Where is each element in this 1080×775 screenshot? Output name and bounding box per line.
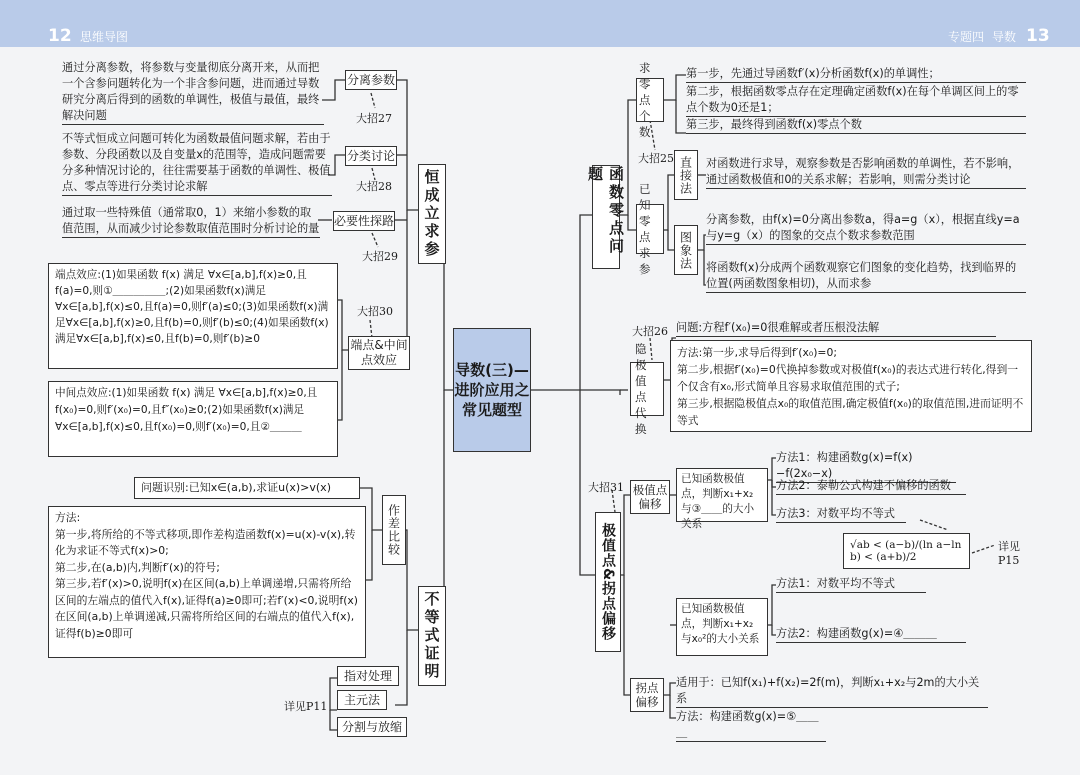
node-zhijiefa-label: 直接法 [678,155,693,195]
step-qiu-3: 第三步，最终得到函数f(x)零点个数 [686,117,1026,134]
branch-hengcheng[interactable] [418,164,446,264]
tag-dazhao30: 大招30 [357,305,393,318]
node-zuocha-bijiao[interactable] [382,495,406,565]
see-p15[interactable]: 详见P15 [998,540,1020,567]
method-1-1: 方法1：构建函数g(x)=f(x)−f(2x₀−x) [776,450,956,483]
branch-lingdian[interactable] [586,165,625,269]
text-guaidian-apply: 适用于：已知f(x₁)+f(x₂)=2f(m)，判断x₁+x₂与2m的大小关系 [676,675,988,708]
node-fenli-canshu[interactable] [345,70,397,90]
tag-dazhao29: 大招29 [362,250,398,263]
text-yinji-problem: 问题:方程f′(x₀)=0很难解或者压根没法解 [676,320,996,337]
text-guaidian-method: 方法：构建函数g(x)=⑤＿＿＿ [676,709,826,742]
node-jizhidian-pianyi[interactable] [630,480,670,514]
node-biyaoxing-label: 必要性探路 [334,213,395,228]
node-zhidui-label: 指对处理 [343,668,392,683]
method-2-1: 方法1：对数平均不等式 [776,576,926,593]
text-fenli-canshu: 通过分离参数，将参数与变量彻底分离开来，从而把一个含参问题转化为一个非含参问题，进而通过导数研究分离后得到的函数的单调性，极值与最值，最终解决问题 [62,60,324,125]
node-guaidian-label: 拐点偏移 [635,680,659,709]
tag-dazhao25: 大招25 [638,152,674,165]
left-page-number: 12 [48,26,72,46]
method-1-3: 方法3：对数平均不等式 [776,506,906,523]
method-1-2: 方法2：泰勒公式构建不偏移的函数 [776,478,966,495]
node-yinjizhi[interactable] [630,342,664,436]
text-tuxiang-2: 将函数f(x)分成两个函数观察它们图象的变化趋势，找到临界的位置(两函数图象相切)，从而求参 [706,260,1026,293]
node-yizhi-label: 已知零点求参 [639,182,652,276]
node-biyaoxing[interactable] [333,211,395,231]
step-qiu-1: 第一步，先通过导函数f′(x)分析函数f(x)的单调性； [686,66,1026,83]
node-duandian[interactable] [348,336,410,370]
node-fenlei-taolun-label: 分类讨论 [346,148,395,163]
formula-log-mean: √ab < (a−b)/(ln a−ln b) < (a+b)/2 [843,533,970,569]
node-guaidian-pianyi[interactable] [630,678,664,712]
node-yizhi-lingdian[interactable] [636,182,664,276]
node-qiu-label: 求零点个数 [639,61,652,139]
tag-dazhao31: 大招31 [588,481,624,494]
node-fenlei-taolun[interactable] [345,146,397,166]
node-duandian-label: 端点&中间点效应 [350,338,408,367]
box-zhongjiandian-xiaoying: 中间点效应:(1)如果函数 f(x) 满足 ∀x∈[a,b],f(x)≥0,且f(x₀)=0,则f′(x₀)=0,且f″(x₀)≥0;(2)如果函数f(x)满足∀x∈[a,b],f(x)≤0,且f(x₀)=0,则f′(x₀)=0,且②＿＿＿ [48,381,338,457]
tag-dazhao27: 大招27 [356,112,392,125]
node-zhijiefa[interactable] [674,150,698,200]
node-qiu-lingdian[interactable] [636,61,664,139]
box-yinji-method: 方法:第一步,求导后得到f′(x₀)=0; 第二步,根据f′(x₀)=0代换掉参数或对极值f(x₀)的表达式进行转化,得到一个仅含有x₀,形式简单且容易求取值范围的式子; 第三步,根据隐极值点x₀的取值范围,确定极值f(x₀)的取值范围,进而证明不等式 [670,340,1032,432]
center-topic-text: 导数(三)—进阶应用之常见题型 [454,361,530,419]
tag-dazhao26: 大招26 [632,325,668,338]
right-header-title: 导数 [992,30,1017,44]
text-zhijiefa: 对函数进行求导，观察参数是否影响函数的单调性，若不影响，通过函数极值和0的关系求解；若影响，则需分类讨论 [706,156,1026,189]
branch-budengshi-label: 不等式证明 [422,591,441,681]
node-zhidui-chuli[interactable] [337,666,399,686]
text-biyaoxing: 通过取一些特殊值（通常取0，1）来缩小参数的取值范围，从而减少讨论参数取值范围时分析讨论的量 [62,205,320,238]
tag-dazhao28: 大招28 [356,180,392,193]
branch-pianyi-label: 极值点&拐点偏移 [600,522,616,642]
box-zuocha-method: 方法: 第一步,将所给的不等式移项,即作差构造函数f(x)=u(x)-v(x),转化为求证不等式f(x)>0; 第二步,在(a,b)内,判断f′(x)的符号; 第三步,若f′(x)>0,说明f(x)在区间(a,b)上单调递增,只需将所给区间的左端点的值代入f(x),证得f(a)≥0即可;若f′(x)<0,说明f(x)在区间(a,b)上单调递减,只需将所给区间的右端点的值代入f(x),证得f(b)≥0即可 [48,506,366,658]
node-zuocha-label: 作差比较 [386,504,401,556]
node-zhuyuanfa[interactable] [337,690,387,710]
branch-lingdian-label: 函数零点问题 [586,166,625,256]
center-topic[interactable] [453,328,531,452]
right-section-label: 专题四 [948,30,985,44]
box-known-1: 已知函数极值点，判断x₁+x₂与③＿＿的大小关系 [676,468,768,522]
box-wenti-shibie: 问题识别:已知x∈(a,b),求证u(x)>v(x) [134,477,360,499]
box-duandian-xiaoying: 端点效应:(1)如果函数 f(x) 满足 ∀x∈[a,b],f(x)≥0,且f(a)=0,则①＿＿＿＿＿;(2)如果函数f(x)满足∀x∈[a,b],f(x)≤0,且f(a)=0,则f′(a)≤0;(3)如果函数f(x)满足∀x∈[a,b],f(x)≥0,且f(b)=0,则f′(b)≤0;(4)如果函数f(x)满足∀x∈[a,b],f(x)≤0,且f(b)=0,则f′(b)≥0 [48,263,338,369]
node-yinjizhi-label: 隐极值点代换 [635,342,648,436]
step-qiu-2: 第二步，根据函数零点存在定理确定函数f(x)在每个单调区间上的零点个数为0还是1； [686,84,1026,117]
text-fenlei-taolun: 不等式恒成立问题可转化为函数最值问题求解，若由于参数、分段函数以及自变量x的范围等，造成问题需要分多种情况讨论的，往往需要基于函数的单调性、极值点、零点等进行分类讨论求解 [62,131,332,196]
node-tuxiangfa-label: 图象法 [678,230,693,270]
see-p11[interactable]: 详见P11 [284,700,328,713]
right-page-number: 13 [1026,26,1050,46]
branch-hengcheng-label: 恒成立求参 [422,169,441,259]
text-tuxiang-1: 分离参数，由f(x)=0分离出参数a，得a=g（x），根据直线y=a与y=g（x）的图象的交点个数求参数范围 [706,212,1026,245]
branch-budengshi[interactable] [418,586,446,686]
node-jizhi-label: 极值点偏移 [632,482,668,511]
method-2-2: 方法2：构建函数g(x)=④＿＿＿ [776,626,966,643]
node-zhuyuan-label: 主元法 [343,692,380,707]
node-tuxiangfa[interactable] [674,225,698,275]
node-fenge-label: 分割与放缩 [341,719,402,734]
node-fenge-fangsuo[interactable] [337,717,407,737]
node-fenli-canshu-label: 分离参数 [346,72,395,87]
box-known-2: 已知函数极值点，判断x₁+x₂与x₀²的大小关系 [676,598,768,656]
branch-pianyi[interactable] [595,512,621,652]
left-header-title: 思维导图 [80,30,129,44]
